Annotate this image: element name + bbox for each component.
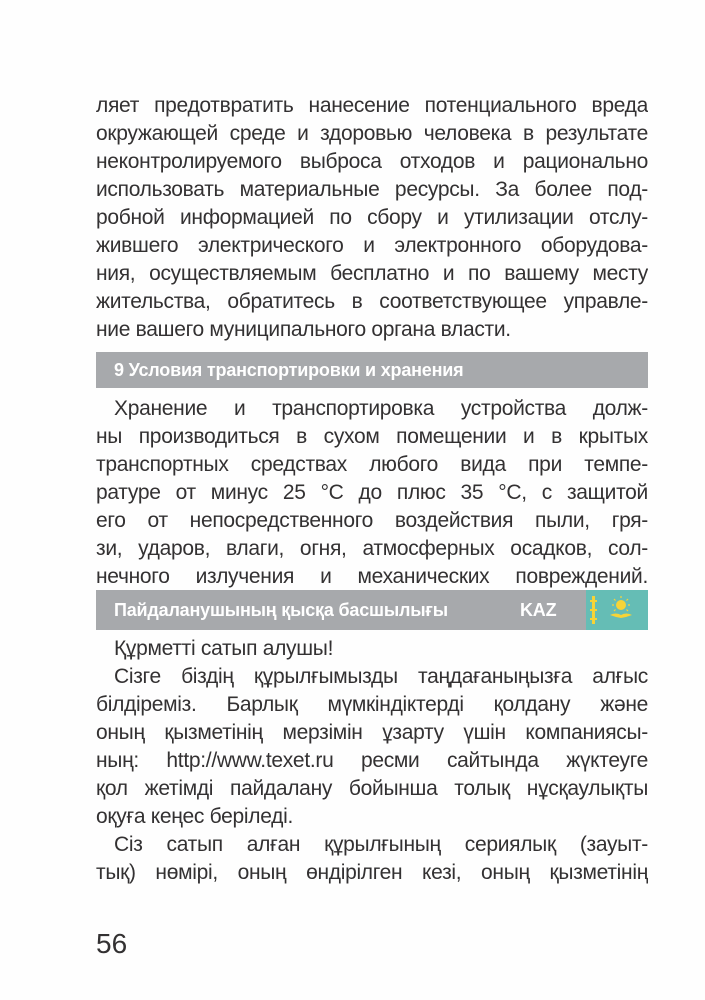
text-line: ны производиться в сухом помещении и в крытых	[96, 425, 648, 448]
page-number: 56	[96, 928, 128, 959]
language-code: KAZ	[520, 600, 557, 620]
text-line: зи, ударов, влаги, огня, атмосферных осадков, сол-	[96, 537, 648, 560]
paragraph-serial-number	[96, 831, 648, 887]
text-line: жившего электрического и электронного оборудова-	[96, 234, 648, 257]
text-line: Хранение и транспортировка устройства долж-	[114, 397, 648, 420]
text-line: ние вашего муниципального органа власти.	[96, 318, 511, 341]
text-line: неконтролируемого выброса отходов и рационально	[96, 150, 648, 173]
text-line: ния, осуществляемым бесплатно и по вашему месту	[96, 262, 648, 285]
text-line: транспортных средствах любого вида при темпе-	[96, 453, 648, 476]
text-line: қол жетімді пайдалану бойынша толық нұсқаулықты	[96, 777, 648, 800]
text-line: его от непосредственного воздействия пыли, гря-	[96, 509, 648, 532]
text-line: тық) нөмірі, оның өндірілген кезі, оның қызметінің	[96, 861, 648, 884]
text-line: окружающей среде и здоровью человека в результате	[96, 122, 648, 145]
paragraph-disposal	[96, 92, 648, 344]
text-line: оның қызметінің мерзімін ұзарту үшін компаниясы-	[96, 721, 648, 744]
text-line: Сізге біздің құрылғымызды таңдағаныңызға алғыс	[114, 665, 648, 688]
text-line: ның: http://www.texet.ru ресми сайтында жүктеуге	[96, 749, 648, 772]
text-line: Құрметті сатып алушы!	[114, 637, 334, 660]
flag-emblem-icon	[586, 590, 648, 630]
text-line: жительства, обратитесь в соответствующее управле-	[96, 290, 648, 313]
text-line: Сіз сатып алған құрылғының сериялық (зауыт-	[114, 833, 648, 856]
language-section-bar	[96, 590, 586, 630]
paragraph-greeting	[96, 635, 648, 663]
text-line: ляет предотвратить нанесение потенциального вреда	[96, 94, 648, 117]
paragraph-storage	[96, 395, 648, 591]
language-section-title: Пайдаланушының қысқа басшылығы	[114, 600, 448, 620]
section-heading-bar	[96, 352, 648, 388]
text-line: білдіреміз. Барлық мүмкіндіктерді қолдану және	[96, 693, 648, 716]
text-line: ратуре от минус 25 °С до плюс 35 °С, с защитой	[96, 481, 648, 504]
text-line: нечного излучения и механических повреждений.	[96, 565, 648, 588]
kazakhstan-flag-icon	[586, 590, 648, 630]
paragraph-thanks	[96, 663, 648, 831]
text-line: оқуға кеңес беріледі.	[96, 805, 293, 828]
section-heading: 9 Условия транспортировки и хранения	[114, 360, 464, 380]
text-line: использовать материальные ресурсы. За более под-	[96, 178, 648, 201]
text-line: робной информацией по сбору и утилизации отслу-	[96, 206, 648, 229]
